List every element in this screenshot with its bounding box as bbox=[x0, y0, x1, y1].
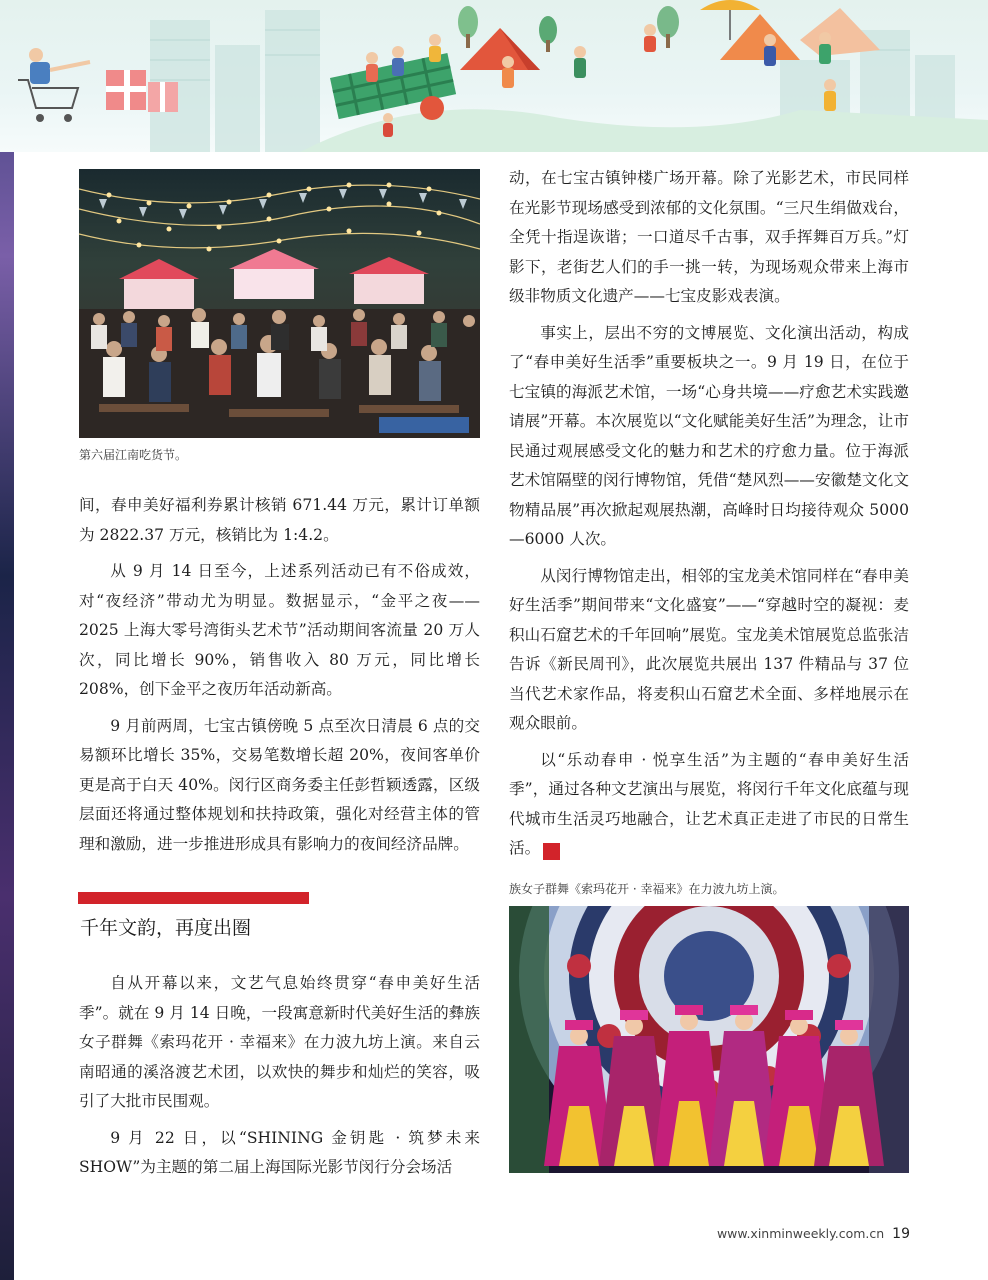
website-url: www.xinminweekly.com.cn bbox=[716, 1226, 885, 1241]
left-column-section-body bbox=[79, 969, 480, 1183]
paragraph bbox=[509, 746, 909, 864]
page-footer bbox=[717, 1226, 910, 1242]
page-number: 19 bbox=[892, 1226, 910, 1242]
paragraph: 9 月 22 日，以“SHINING 金钥匙 · 筑梦未来 SHOW”为主题的第二届上海国际光影节闵行分会场活 bbox=[79, 1128, 480, 1176]
left-edge-strip bbox=[0, 0, 14, 1280]
paragraph: 动，在七宝古镇钟楼广场开幕。除了光影艺术，市民同样在光影节现场感受到浓郁的文化氛围。“三尺生绢做戏台，全凭十指逞诙谐；一口道尽千古事，双手挥舞百万兵。”灯影下，老街艺人们的手一挑一转，为现场观众带来上海市级非物质文化遗产——七宝皮影戏表演。 bbox=[509, 169, 909, 305]
photo-food-festival-caption: 第六届江南吃货节。 bbox=[79, 448, 188, 462]
paragraph: 自从开幕以来，文艺气息始终贯穿“春申美好生活季”。就在 9 月 14 日晚，一段寓意新时代美好生活的彝族女子群舞《索玛花开 · 幸福来》在力波九坊上演。来自云南昭通的溪洛渡艺术团，以欢快的舞步和灿烂的笑容，吸引了大批市民围观。 bbox=[79, 974, 480, 1110]
section-divider-bar bbox=[78, 892, 309, 904]
photo-dance-performance bbox=[509, 906, 909, 1173]
paragraph: 从 9 月 14 日至今，上述系列活动已有不俗成效，对“夜经济”带动尤为明显。数据显示，“金平之夜——2025 上海大零号湾街头艺术节”活动期间客流量 20 万人次，同比增长 90%，销售收入 80 万元，同比增长 208%，创下金平之夜历年活动新高。 bbox=[79, 562, 480, 698]
left-column-body bbox=[79, 491, 480, 859]
header-illustration bbox=[0, 0, 988, 152]
end-mark-icon: 民 bbox=[543, 843, 560, 860]
paragraph: 事实上，层出不穷的文博展览、文化演出活动，构成了“春申美好生活季”重要板块之一。9 月 19 日，在位于七宝镇的海派艺术馆，一场“心身共境——疗愈艺术实践邀请展”开幕。本次展览以“文化赋能美好生活”为理念，让市民通过观展感受文化的魅力和艺术的疗愈力量。位于海派艺术馆隔壁的闵行博物馆，凭借“楚风烈——安徽楚文化文物精品展”再次掀起观展热潮，高峰时日均接待观众 5000—6000 人次。 bbox=[509, 323, 909, 548]
photo-food-festival bbox=[79, 169, 480, 438]
paragraph-text: 以“乐动春申 · 悦享生活”为主题的“春申美好生活季”，通过各种文艺演出与展览，将闵行千年文化底蕴与现代城市生活灵巧地融合，让艺术真正走进了市民的日常生活。 bbox=[509, 750, 909, 857]
paragraph: 间，春申美好福利券累计核销 671.44 万元，累计订单额为 2822.37 万元，核销比为 1:4.2。 bbox=[79, 496, 480, 544]
paragraph: 9 月前两周，七宝古镇傍晚 5 点至次日清晨 6 点的交易额环比增长 35%，交易笔数增长超 20%，夜间客单价更是高于白天 40%。闵行区商务委主任彭哲颖透露，区级层面还将通过整体规划和扶持政策，强化对经营主体的管理和激励，进一步推进形成具有影响力的夜间经济品牌。 bbox=[79, 716, 480, 853]
paragraph: 从闵行博物馆走出，相邻的宝龙美术馆同样在“春申美好生活季”期间带来“文化盛宴”——“穿越时空的凝视：麦积山石窟艺术的千年回响”展览。宝龙美术馆展览总监张洁告诉《新民周刊》，此次展览共展出 137 件精品与 37 位当代艺术家作品，将麦积山石窟艺术全面、多样地展示在观众眼前。 bbox=[509, 566, 909, 732]
right-column-body bbox=[509, 164, 909, 864]
shopping-cart-icon bbox=[18, 48, 90, 122]
photo-dance-caption: 族女子群舞《索玛花开 · 幸福来》在力波九坊上演。 bbox=[509, 882, 785, 896]
section-title: 千年文韵，再度出圈 bbox=[80, 917, 252, 939]
